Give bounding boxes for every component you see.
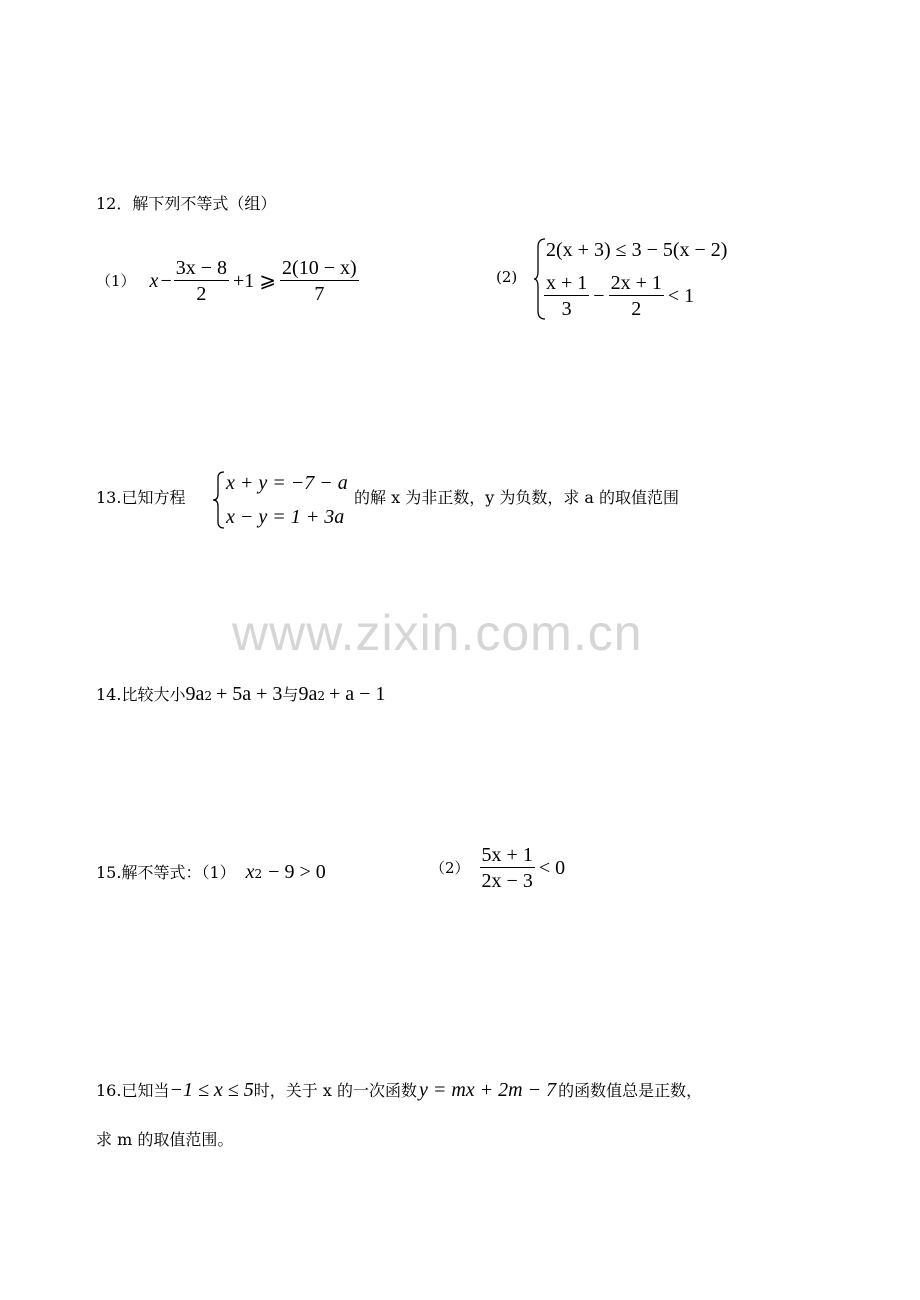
q15-part1-x: x [245,861,255,883]
q12-title: 12．解下列不等式（组） [96,194,277,213]
q13-equation1: x + y = −7 − a [226,472,348,494]
q15-part2-fraction [480,845,535,891]
q12-part2-label: (2) [496,268,518,286]
q13-equation2: x − y = 1 + 3a [226,506,345,528]
q12-part1-fraction1 [174,258,229,304]
q14-expression2-b: + a − 1 [328,683,386,705]
q12-part2-numerator-a: x + 1 [546,272,588,294]
q15-part2-denominator: 2x − 3 [481,870,533,892]
q16-function: y = mx + 2m − 7 [418,1079,557,1101]
q12-part1-numerator1: 3x − 8 [175,257,227,279]
q12-part2-denominator-b: 2 [631,298,642,320]
q13-suffix: 的解 x 为非正数，y 为负数，求 a 的取值范围 [354,488,680,507]
q15-part1 [96,862,326,882]
q12-part2-numerator-b: 2x + 1 [610,272,662,294]
watermark: www.zixin.com.cn [232,605,643,661]
q13-brace-icon [212,470,226,530]
q14-line [96,684,385,704]
q12-part1-x: x [149,270,159,292]
q16-prefix: 16.已知当 [96,1081,170,1100]
q12-part1-minus: − [160,270,172,292]
q12-part2-lt: < 1 [667,285,695,307]
q15-part1-exponent: 2 [254,867,263,881]
q12-part1-denominator1: 2 [196,283,207,305]
q12-part2-fraction-b [609,273,664,319]
q12-part2-denominator-a: 3 [561,298,572,320]
q12-part2-line1: 2(x + 3) ≤ 3 − 5(x − 2) [546,239,728,261]
q16-middle: 时，关于 x 的一次函数 [253,1081,417,1100]
q14-expression1-a: 9a [185,683,205,705]
q14-expression2-a: 9a [298,683,318,705]
q12-part2-minus: − [593,285,605,307]
q16-line2: 求 m 的取值范围。 [96,1130,234,1149]
q15-part2-label: （2） [430,858,470,877]
q12-part1-fraction2 [280,258,359,304]
q16-range: −1 ≤ x ≤ 5 [169,1079,254,1101]
q12-part2-line2 [544,273,694,319]
q13-prefix: 13.已知方程 [96,488,186,507]
q15-prefix: 15.解不等式：（1） [96,863,236,882]
q12-part1 [96,258,359,304]
q12-part1-label: （1） [96,271,136,290]
q14-expression1-b: + 5a + 3 [215,683,283,705]
q15-part1-rest: − 9 > 0 [268,861,326,883]
q12-part1-plus: +1 ⩾ [233,270,277,292]
q12-part1-numerator2: 2(10 − x) [282,257,357,279]
q14-prefix: 14.比较大小 [96,685,186,704]
q15-part2 [430,845,565,891]
q16-suffix: 的函数值总是正数， [558,1081,703,1100]
q15-part2-numerator: 5x + 1 [481,844,533,866]
q15-part2-lt: < 0 [538,857,566,879]
q14-expression1-exponent: 2 [204,689,212,703]
q16-line1 [96,1080,702,1100]
q12-part2-fraction-a [544,273,589,319]
q14-expression2-exponent: 2 [317,689,325,703]
q12-part1-denominator2: 7 [314,283,325,305]
q14-connector: 与 [282,685,299,704]
